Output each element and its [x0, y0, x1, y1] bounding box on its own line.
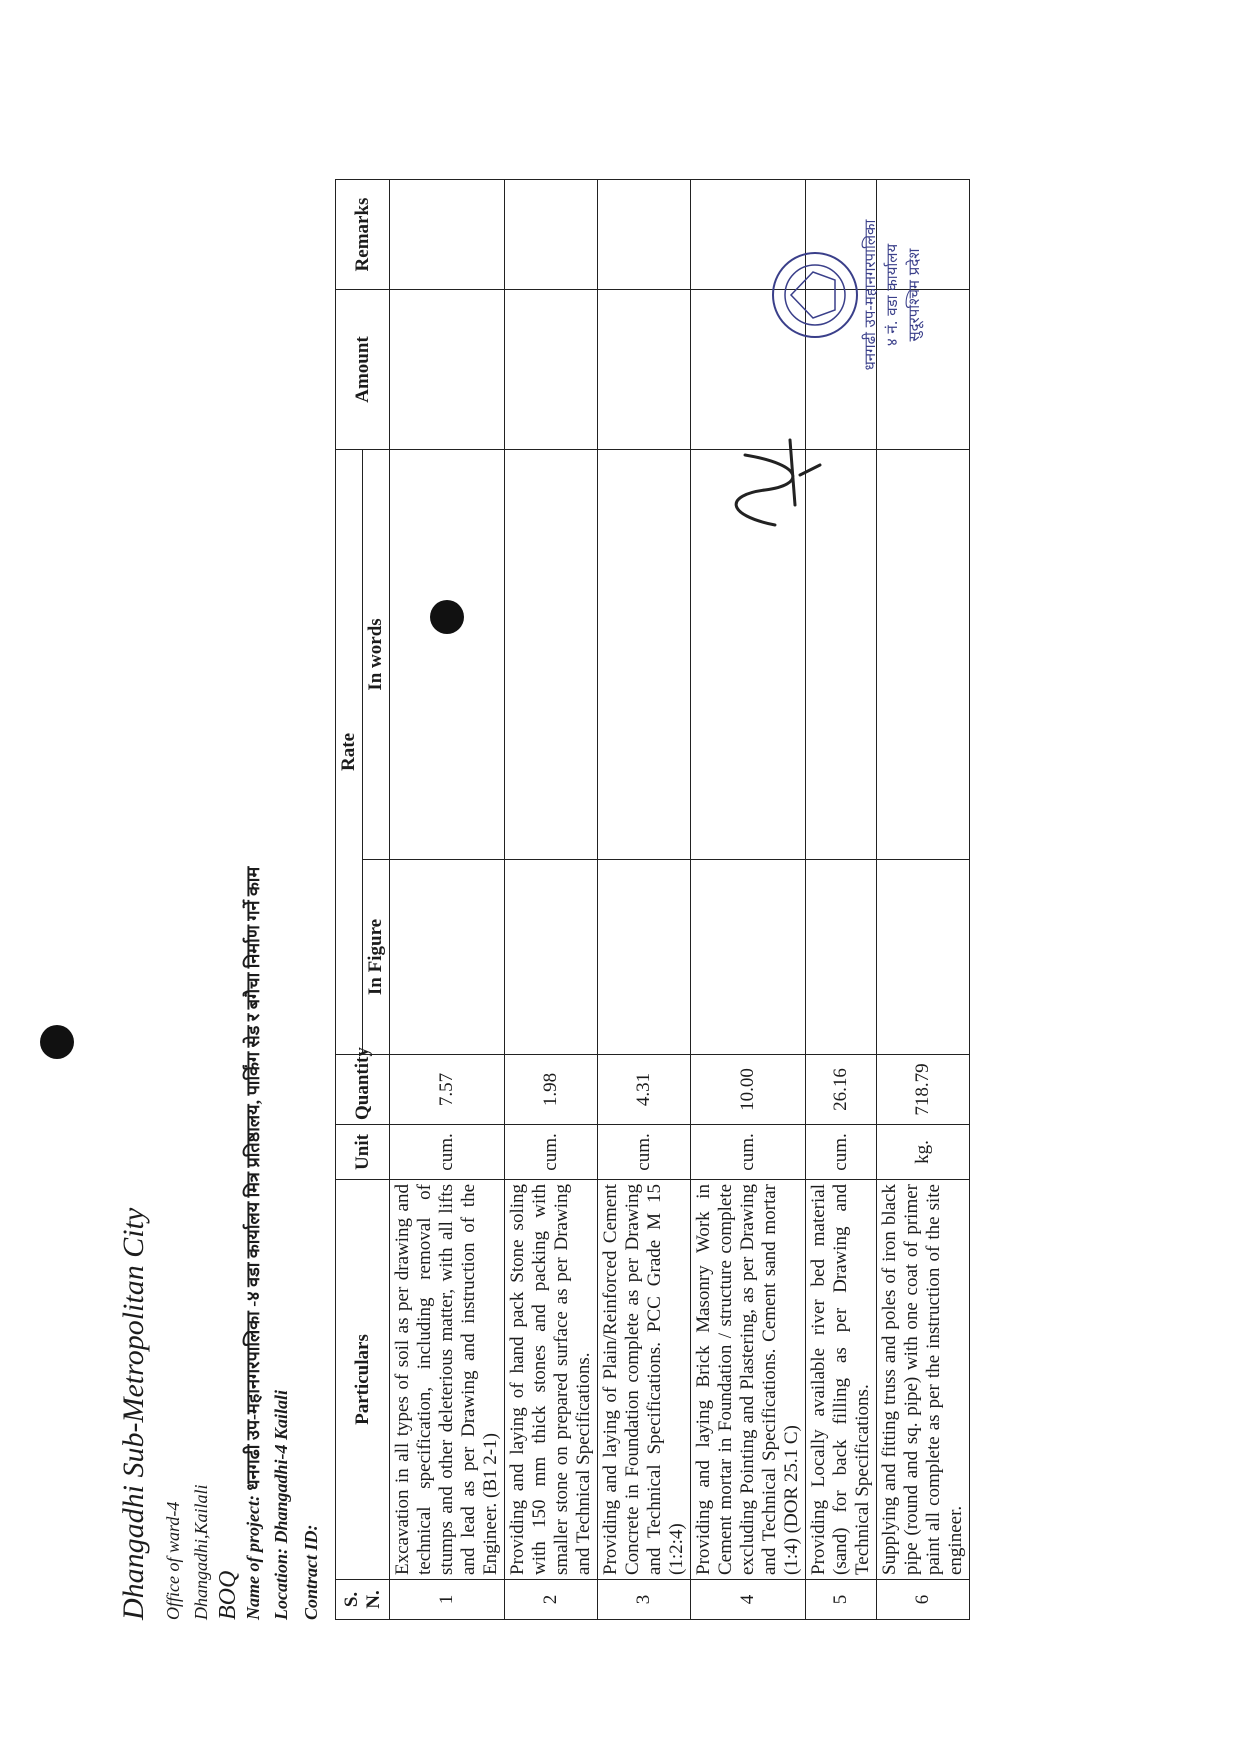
cell-amount — [390, 289, 505, 449]
header-unit: Unit — [336, 1125, 390, 1180]
city-title: Dhangadhi Sub-Metropolitan City — [117, 1207, 150, 1620]
table-row — [877, 179, 970, 1619]
cell-sn: 1 — [390, 1580, 505, 1620]
header-quantity: Quantity — [336, 1055, 390, 1125]
cell-unit: cum. — [505, 1125, 598, 1180]
seal-line-2: ४ नं. वडा कार्यालय — [883, 243, 901, 347]
table-row — [691, 179, 806, 1619]
header-row-1 — [336, 179, 363, 1619]
cell-rate-figure — [877, 860, 970, 1055]
cell-rate-figure — [598, 860, 691, 1055]
cell-particulars: Providing and laying of hand pack Stone soling with 150 mm thick stones and packing with smaller stone on prepared surface as per Drawing and Technical Specifications. — [505, 1180, 598, 1580]
contract-line — [301, 1524, 322, 1620]
cell-particulars: Providing Locally available river bed material (sand) for back filling as per Drawing and Technical Specifications. — [806, 1180, 877, 1580]
cell-rate-figure — [390, 860, 505, 1055]
table-row — [390, 179, 505, 1619]
table-row — [598, 179, 691, 1619]
cell-rate-words — [598, 449, 691, 859]
cell-rate-words — [390, 449, 505, 859]
cell-quantity: 4.31 — [598, 1055, 691, 1125]
cell-rate-words — [877, 449, 970, 859]
cell-sn: 5 — [806, 1580, 877, 1620]
project-line — [241, 867, 265, 1620]
cell-rate-figure — [806, 860, 877, 1055]
cell-sn: 4 — [691, 1580, 806, 1620]
seal-line-3: सुदूरपश्चिम प्रदेश — [905, 248, 923, 342]
table-row — [806, 179, 877, 1619]
contract-label: Contract ID: — [301, 1524, 321, 1620]
cell-unit: cum. — [806, 1125, 877, 1180]
project-value: धनगढी उप-महानगरपालिका -४ वडा कार्यालय मित्र प्रतिष्ठालय, पार्किंग सेड र बगैचा निर्माण गर्ने काम — [243, 866, 263, 1491]
header-in-figure: In Figure — [363, 860, 390, 1055]
header-sn: S. N. — [336, 1580, 390, 1620]
cell-amount — [505, 289, 598, 449]
cell-sn: 6 — [877, 1580, 970, 1620]
cell-rate-words — [505, 449, 598, 859]
header-amount: Amount — [336, 289, 390, 449]
location-line — [271, 1390, 292, 1620]
boq-table — [335, 179, 970, 1620]
cell-remarks — [505, 179, 598, 289]
cell-unit: cum. — [691, 1125, 806, 1180]
cell-rate-figure — [505, 860, 598, 1055]
cell-unit: cum. — [390, 1125, 505, 1180]
header-particulars: Particulars — [336, 1180, 390, 1580]
signature — [705, 425, 825, 535]
cell-particulars: Supplying and fitting truss and poles of iron black pipe (round and sq. pipe) with one coat of primer paint all complete as per the instruction of the site engineer. — [877, 1180, 970, 1580]
cell-sn: 3 — [598, 1580, 691, 1620]
cell-quantity: 1.98 — [505, 1055, 598, 1125]
rotated-page — [115, 180, 1135, 1620]
cell-particulars: Providing and laying of Plain/Reinforced Cement Concrete in Foundation complete as per Drawing and Technical Specifications. PCC Grade M 15 (1:2:4) — [598, 1180, 691, 1580]
office-title: Office of ward-4 — [163, 1501, 183, 1620]
table-row — [505, 179, 598, 1619]
location-value: Dhangadhi-4 Kailali — [271, 1389, 291, 1544]
office-location: Dhangadhi,Kailali — [191, 1484, 211, 1620]
cell-rate-figure — [691, 860, 806, 1055]
office-seal — [755, 200, 945, 390]
cell-amount — [598, 289, 691, 449]
seal-line-1: धनगढी उप-महानगरपालिका — [861, 219, 879, 371]
header-rate: Rate — [336, 449, 363, 1054]
cell-quantity: 10.00 — [691, 1055, 806, 1125]
cell-quantity: 718.79 — [877, 1055, 970, 1125]
cell-particulars: Providing and laying Brick Masonry Work in Cement mortar in Foundation / structure complete excluding Pointing and Plastering, as per Drawing and Technical Specifications. Cement sand mortar (1:4) (DOR 25.1 C) — [691, 1180, 806, 1580]
project-label: Name of project: — [243, 1495, 263, 1620]
header-remarks: Remarks — [336, 179, 390, 289]
cell-remarks — [390, 179, 505, 289]
cell-sn: 2 — [505, 1580, 598, 1620]
location-label: Location: — [271, 1548, 291, 1620]
doc-type: BOQ — [215, 1570, 241, 1620]
cell-quantity: 26.16 — [806, 1055, 877, 1125]
cell-particulars: Excavation in all types of soil as per drawing and technical specification, including removal of stumps and other deleterious matter, with all lifts and lead as per Drawing and instruction of the Engineer. (B1 2-1) — [390, 1180, 505, 1580]
cell-unit: kg. — [877, 1125, 970, 1180]
cell-remarks — [598, 179, 691, 289]
cell-quantity: 7.57 — [390, 1055, 505, 1125]
punch-hole-bottom — [40, 1025, 74, 1059]
cell-unit: cum. — [598, 1125, 691, 1180]
header-in-words: In words — [363, 449, 390, 859]
